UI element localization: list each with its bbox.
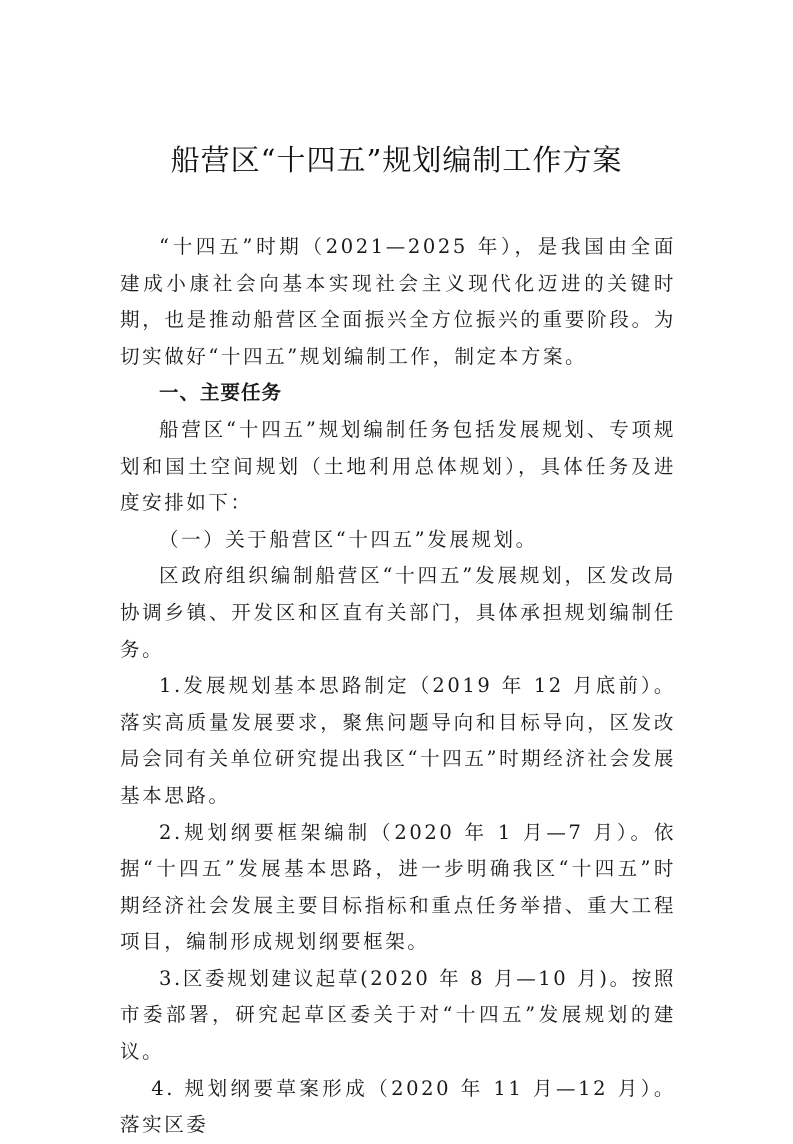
list-item-2: 2.规划纲要框架编制（2020 年 1 月—7 月）。依据“十四五”发展基本思路，进一步明确我区“十四五”时期经济社会发展主要目标指标和重点任务举措、重大工程项目，编制形成规划纲要框架。 [120, 820, 676, 954]
document-title: 船营区“十四五”规划编制工作方案 [170, 143, 623, 177]
intro-paragraph: “十四五”时期（2021—2025 年），是我国由全面建成小康社会向基本实现社会主义现代化迈进的关键时期，也是推动船营区全面振兴全方位振兴的重要阶段。为切实做好“十四五”规划编制工作，制定本方案。 [120, 235, 676, 368]
paragraph-tasks-overview: 船营区“十四五”规划编制任务包括发展规划、专项规划和国土空间规划（土地利用总体规划），具体任务及进度安排如下： [120, 417, 676, 515]
section-heading-main-tasks: 一、主要任务 [159, 381, 283, 405]
list-item-1: 1.发展规划基本思路制定（2019 年 12 月底前）。落实高质量发展要求，聚焦问题导向和目标导向，区发改局会同有关单位研究提出我区“十四五”时期经济社会发展基本思路。 [120, 674, 676, 807]
list-item-4: 4. 规划纲要草案形成（2020 年 11 月—12 月）。落实区委 [120, 1076, 676, 1137]
paragraph-organization: 区政府组织编制船营区“十四五”发展规划，区发改局协调乡镇、开发区和区直有关部门，具体承担规划编制任务。 [120, 564, 676, 661]
document-body [120, 229, 676, 1144]
subsection-heading-development-plan: （一）关于船营区“十四五”发展规划。 [159, 527, 538, 551]
list-item-3: 3.区委规划建议起草(2020 年 8 月—10 月)。按照市委部署，研究起草区委关于对“十四五”发展规划的建议。 [120, 966, 676, 1064]
